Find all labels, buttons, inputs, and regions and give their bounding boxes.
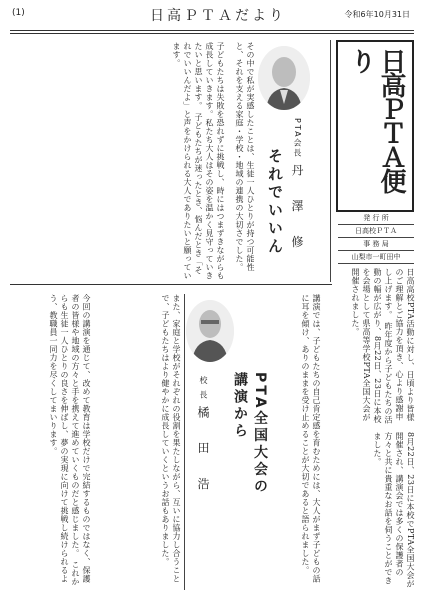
article2-paragraph-2: 講演では、子どもたちの自己肯定感を育むためには、大人がまず子どもの話に耳を傾け、ありのままを受け止めることが大切であると語られました。: [301, 294, 321, 583]
article2-paragraph-5: これからも生徒一人ひとりの良さを伸ばし、夢の実現に向けて挑戦し続けられるよう、教職員一同力を尽くしてまいります。: [49, 294, 80, 587]
column-divider: [184, 294, 185, 590]
article1-role: PTA会長: [293, 118, 302, 159]
president-photo: [258, 46, 310, 110]
person-portrait-icon: [186, 300, 234, 362]
masthead-divider: [330, 40, 331, 282]
article1-paragraph-4: 子どもたちは失敗を恐れずに挑戦し、時にはつまずきながらも成長していきます。私たち大人はその姿を温かく見守っていきたいと思います。: [194, 42, 225, 280]
office-label: 事 務 局: [338, 238, 414, 251]
article1-text-right: [306, 268, 416, 426]
office-location: 山梨市一町田中: [338, 251, 414, 264]
colophon: [338, 212, 414, 276]
article2-heading: PTA全国大会の講演から: [232, 372, 268, 496]
article2-role: 校 長: [199, 376, 208, 401]
article1-paragraph-3: その中で私が実感したことは、生徒一人ひとりが持つ可能性と、それを支える家庭・学校・地域の連携の大切さでした。: [235, 42, 255, 272]
page-number: (1): [12, 8, 25, 18]
article2-paragraph-1: 8月22日、23日に本校でPTA全国大会が開催され、講演会では多くの保護者の方々と共に貴重なお話を伺うことができました。: [373, 432, 415, 589]
article1-heading: それでいいん: [266, 148, 284, 256]
publisher-name: 日高校ＰＴＡ: [338, 225, 414, 238]
issue-date: 令和6年10月31日: [344, 10, 410, 19]
person-portrait-icon: [258, 46, 310, 110]
header-rule-double: [10, 33, 414, 34]
masthead-logo: 日高ＰＴＡ便り: [346, 48, 406, 192]
article2-author: [194, 376, 212, 506]
principal-photo: [186, 300, 234, 362]
page-header: [0, 0, 424, 32]
article2-paragraph-4: 今回の講演を通じて、改めて教育は学校だけで完結するものではなく、保護者の皆様や地域の方々と手を携えて進めていくものだと感じました。: [71, 294, 91, 583]
article1-author: [288, 118, 306, 268]
article2-text-right: [244, 294, 322, 590]
article1-paragraph-2: 昨年度から子どもたちの活動の幅が広がり、8月22日、23日に本校を会場として県高等学校PTA全国大会が開催されました。: [351, 268, 393, 425]
article2-name: 橘 田 浩: [196, 405, 210, 500]
article2-paragraph-3: また、家庭と学校がそれぞれの役割を果たしながら、互いに協力し合うことで、子どもたちはより健やかに成長していくというお話もありました。: [161, 294, 181, 583]
article2-text-left: [14, 294, 92, 590]
article1-paragraph-1: 日高高校PTA活動に対し、日頃より皆様のご理解とご協力を頂き、心より感謝申し上げます。: [384, 268, 415, 422]
article1-text-left: [14, 42, 226, 280]
masthead-logo-box: [336, 40, 414, 212]
article2-text-top: [312, 432, 416, 590]
article-divider: [10, 284, 332, 285]
newsletter-title: 日高ＰＴＡだより: [150, 8, 286, 24]
article1-name: 丹 澤 修: [290, 163, 304, 258]
article1-text-lead: [232, 42, 256, 280]
article2-text-middle: [96, 294, 182, 590]
publisher-label: 発 行 所: [338, 212, 414, 225]
header-rule: [10, 30, 414, 31]
article1-paragraph-5: 子どもたちが迷ったとき、悩んだとき「それでいいんだよ」と声をかけられる大人でありたいと願っています。: [172, 42, 203, 280]
